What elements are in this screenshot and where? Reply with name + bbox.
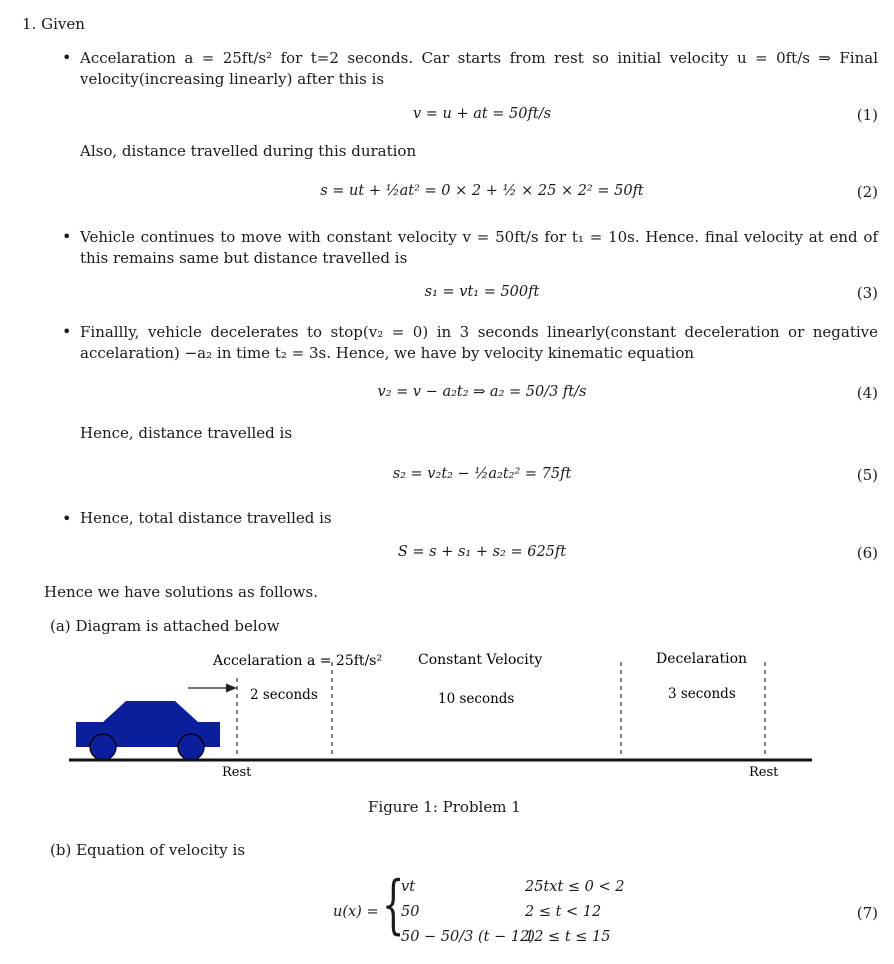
- arrow-head-icon: [226, 684, 237, 693]
- equation-5: s₂ = v₂t₂ − ½a₂t₂² = 75ft: [392, 466, 572, 482]
- also-text: Also, distance travelled during this duration: [80, 142, 417, 160]
- section-heading: [22, 15, 85, 33]
- equation-1: v = u + at = 50ft/s: [412, 106, 552, 122]
- part-b-text: Equation of velocity is: [76, 841, 246, 859]
- bullet-marker: •: [62, 509, 72, 528]
- equation-1-number: (1): [856, 106, 878, 124]
- equation-6: S = s + s₁ + s₂ = 625ft: [397, 544, 567, 560]
- case-3-cond: 12 ≤ t ≤ 15: [525, 929, 611, 945]
- rest-right: Rest: [749, 765, 779, 780]
- figure-caption: Figure 1: Problem 1: [368, 798, 521, 816]
- bullet-marker: •: [62, 227, 72, 246]
- part-a: [50, 617, 280, 635]
- case-2-expr: 50: [401, 904, 420, 920]
- car-icon: [76, 701, 220, 760]
- section-title: Given: [41, 15, 85, 33]
- section-number: 1.: [22, 15, 37, 33]
- eq7-lhs: u(x) =: [333, 904, 379, 920]
- case-1-expr: vt: [401, 879, 416, 895]
- decel-label: Decelaration: [656, 651, 748, 667]
- equation-4-number: (4): [856, 384, 878, 402]
- solutions-intro: Hence we have solutions as follows.: [44, 583, 318, 601]
- rest-left: Rest: [222, 765, 252, 780]
- equation-3: s₁ = vt₁ = 500ft: [424, 284, 540, 300]
- bullet2-text: Vehicle continues to move with constant velocity v = 50ft/s for t₁ = 10s. Hence. final velocity at end of this remains same but distance travelled is: [80, 228, 878, 267]
- decel-time: 3 seconds: [668, 686, 736, 702]
- equation-5-number: (5): [856, 466, 878, 484]
- equation-6-number: (6): [856, 544, 878, 562]
- case-3-expr: 50 − 50/3 (t − 12): [401, 929, 535, 945]
- bullet1-text: Accelaration a = 25ft/s² for t=2 seconds. Car starts from rest so initial velocity u = 0ft/s ⇒ Final velocity(increasing linearly) after this is: [80, 49, 878, 88]
- accel-label: Accelaration a = 25ft/s²: [213, 653, 383, 669]
- part-b-label: (b): [50, 841, 72, 859]
- equation-2-number: (2): [856, 183, 878, 201]
- case-2-cond: 2 ≤ t < 12: [525, 904, 602, 920]
- part-b: [50, 841, 245, 859]
- const-time: 10 seconds: [438, 691, 515, 707]
- accel-time: 2 seconds: [250, 687, 318, 703]
- bullet-marker: •: [62, 48, 72, 67]
- part-a-text: Diagram is attached below: [75, 617, 280, 635]
- case-1-cond: 25txt ≤ 0 < 2: [525, 879, 625, 895]
- equation-7-number: (7): [856, 904, 878, 922]
- bullet3-text: Finallly, vehicle decelerates to stop(v₂ = 0) in 3 seconds linearly(constant deceleration or negative accelaration) −a₂ in time t₂ = 3s. Hence, we have by velocity kinematic equation: [80, 323, 878, 362]
- equation-4: v₂ = v − a₂t₂ ⇒ a₂ = 50/3 ft/s: [377, 384, 587, 400]
- hence-distance-text: Hence, distance travelled is: [80, 424, 293, 442]
- brace-icon: {: [382, 868, 405, 942]
- motion-diagram: [0, 640, 894, 790]
- equation-2: s = ut + ½at² = 0 × 2 + ½ × 25 × 2² = 50ft: [320, 183, 644, 199]
- part-a-label: (a): [50, 617, 71, 635]
- const-label: Constant Velocity: [418, 652, 543, 668]
- bullet-marker: •: [62, 322, 72, 341]
- equation-3-number: (3): [856, 284, 878, 302]
- bullet4-text: Hence, total distance travelled is: [80, 509, 332, 527]
